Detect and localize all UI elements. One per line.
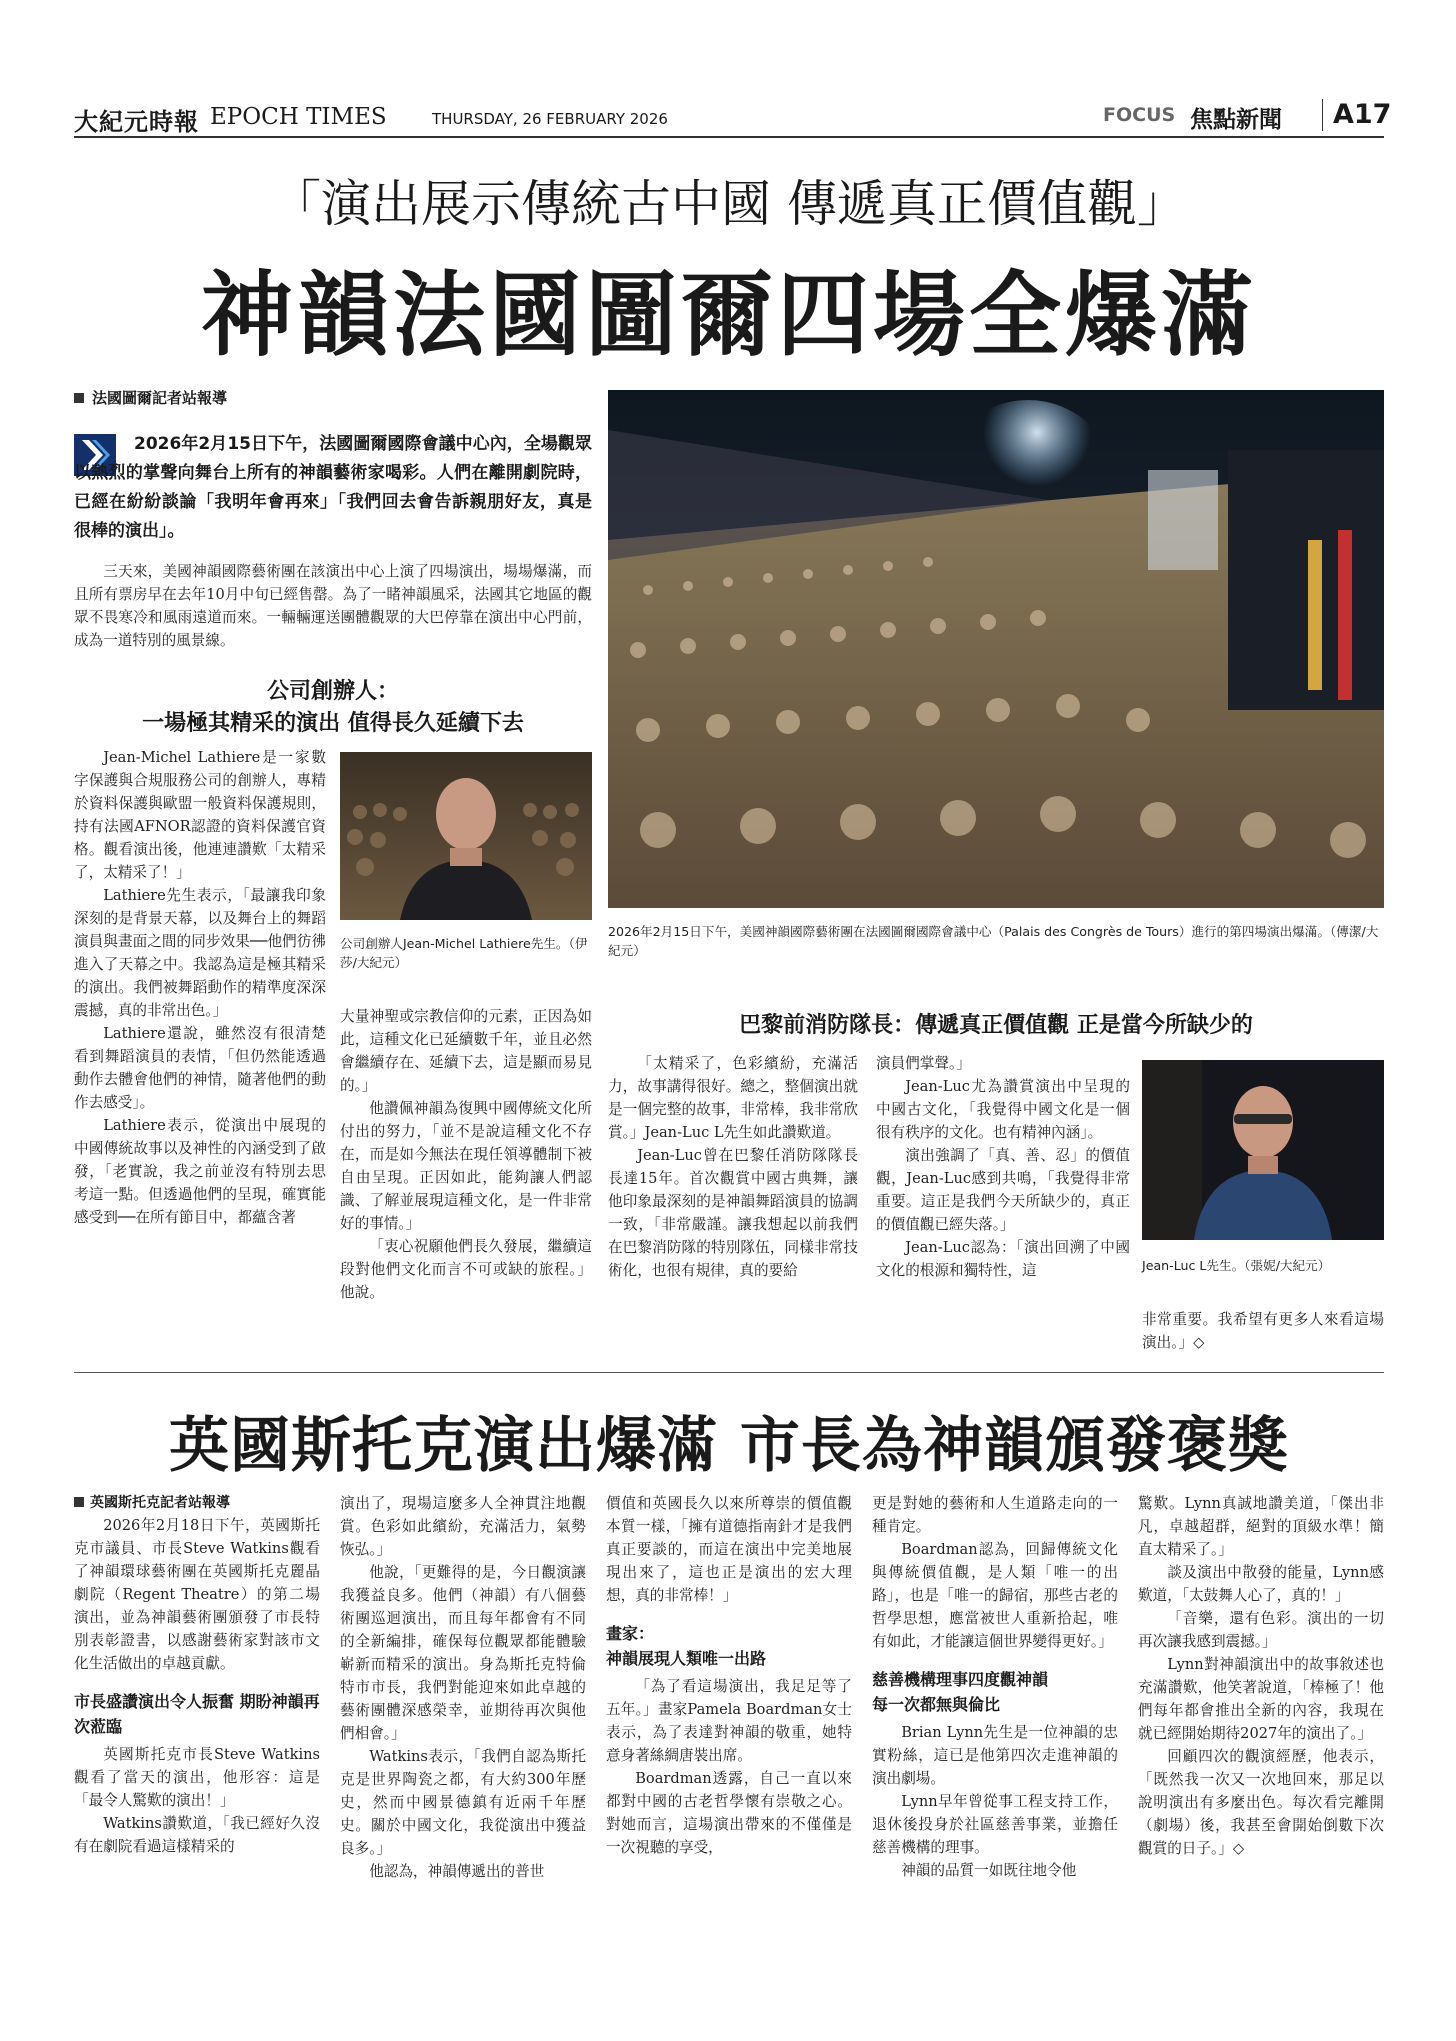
article2-headline: 英國斯托克演出爆滿 市長為神韻頒發褒獎 [169, 1411, 1289, 1481]
c2-para: 他說，「更難得的是，今日觀演讓我獲益良多。他們（神韻）有八個藝術團巡迴演出，而且每年都會有不同的全新編排，確保每位觀眾都能體驗嶄新而精采的演出。身為斯托克特倫特市市長，我們對能迎來如此卓越的藝術團體深感榮幸，並期待再次與他們相會。」 [340, 1564, 586, 1742]
c2-para: 他認為，神韻傳遞出的普世 [369, 1863, 545, 1880]
masthead-epoch: EPOCH TIMES [210, 104, 387, 130]
byline-square-icon [74, 393, 84, 403]
article2-subhead-painter [606, 1621, 852, 1671]
article1-headline: 神韻法國圖爾四場全爆滿 [200, 262, 1257, 369]
article1-lead: 2026年2月15日下午，法國圖爾國際會議中心內，全場觀眾以熱烈的掌聲向舞台上所有的神韻藝術家喝彩。人們在離開劇院時，已經在紛紛談論「我明年會再來」「我們回去會告訴親朋好友，真是很棒的演出」。 [74, 434, 592, 541]
col3-para: Jean-Luc曾在巴黎任消防隊隊長長達15年。首次觀賞中國古典舞，讓他印象最深刻的是神韻舞蹈演員的協調一致，「非常嚴謹。讓我想起以前我們在巴黎消防隊的特別隊伍，同樣非常技術化，也很有規律，真的要給 [608, 1147, 858, 1279]
col4-para: 演員們掌聲。」 [876, 1055, 971, 1072]
main-photo-audience [608, 390, 1384, 908]
article2-col1 [74, 1492, 320, 1858]
photo-jeanluc-caption: Jean-Luc L先生。（張妮/大紀元） [1142, 1258, 1331, 1273]
article1-col4 [876, 1052, 1130, 1282]
article2-col4 [872, 1492, 1118, 1882]
subhead-painter-line2: 神韻展現人類唯一出路 [606, 1649, 767, 1668]
col1-para: Lathiere表示，從演出中展現的中國傳統故事以及神性的內涵受到了啟發，「老實說，我之前並沒有特別去思考這一點。但透過他們的呈現，確實能感受到──在所有節目中，都蘊含著 [74, 1117, 326, 1226]
article1-col3 [608, 1052, 858, 1282]
col5-para: 非常重要。我希望有更多人來看這場演出。」◇ [1142, 1311, 1384, 1351]
article1-intro: 三天來，美國神韻國際藝術團在該演出中心上演了四場演出，場場爆滿，而且所有票房早在去年10月中旬已經售罄。為了一睹神韻風采，法國其它地區的觀眾不畏寒冷和風雨遠道而來。一輛輛運送團體觀眾的大巴停靠在演出中心門前，成為一道特別的風景線。 [74, 563, 592, 649]
subhead-founder-line2: 一場極其精采的演出 值得長久延續下去 [142, 711, 524, 736]
c4-para: Boardman認為，回歸傳統文化與傳統價值觀，是人類「唯一的出路」，也是「唯一的歸宿，那些古老的哲學思想，應當被世人重新拾起，唯有如此，才能讓這個世界變得更好。」 [872, 1541, 1118, 1650]
c4-para: Brian Lynn先生是一位神韻的忠實粉絲，這已是他第四次走進神韻的演出劇場。 [872, 1724, 1118, 1787]
c1-para: 英國斯托克市長Steve Watkins觀看了當天的演出，他形容：這是「最令人驚歎的演出！」 [74, 1746, 320, 1809]
subhead-painter-line1: 畫家： [606, 1624, 655, 1643]
c3-para: 價值和英國長久以來所尊崇的價值觀本質一樣，「擁有道德指南針才是我們真正要談的，而這在演出中完美地展現出來了，這也正是演出的宏大理想，真的非常棒！」 [606, 1495, 852, 1604]
masthead-date: THURSDAY, 26 FEBRUARY 2026 [432, 110, 668, 128]
c5-para: 驚歎。Lynn真誠地讚美道，「傑出非凡，卓越超群，絕對的頂級水準！簡直太精采了。」 [1138, 1495, 1384, 1558]
masthead-focus: FOCUS [1103, 104, 1176, 126]
subhead-founder-line1: 公司創辦人： [266, 679, 399, 704]
c5-para: 回顧四次的觀演經歷，他表示，「既然我一次又一次地回來，那足以說明演出有多麼出色。每次看完離開（劇場）後，我甚至會開始倒數下次觀賞的日子。」◇ [1138, 1748, 1384, 1857]
photo-lathiere-caption: 公司創辦人Jean-Michel Lathiere先生。（伊莎/大紀元） [340, 936, 588, 970]
col4-para: Jean-Luc尤為讚賞演出中呈現的中國古文化，「我覺得中國文化是一個很有秩序的文化。也有精神內涵」。 [876, 1078, 1130, 1141]
photo-lathiere [340, 752, 592, 920]
col4-para: Jean-Luc認為：「演出回溯了中國文化的根源和獨特性，這 [876, 1239, 1130, 1279]
c2-para: Watkins表示，「我們自認為斯托克是世界陶瓷之都，有大約300年歷史，然而中國景德鎮有近兩千年歷史。關於中國文化，我從演出中獲益良多。」 [340, 1748, 586, 1857]
byline-text: 英國斯托克記者站報導 [90, 1495, 230, 1511]
article2-byline [74, 1492, 320, 1512]
byline-text: 法國圖爾記者站報導 [92, 389, 228, 407]
page-number: A17 [1333, 99, 1392, 130]
article2-col2 [340, 1492, 586, 1883]
c1-para: 2026年2月18日下午，英國斯托克市議員、市長Steve Watkins觀看了神韻環球藝術團在英國斯托克麗晶劇院（Regent Theatre）的第二場演出，並為神韻藝術團頒發了市長特別表彰證書，以感謝藝術家對該市文化生活做出的卓越貢獻。 [74, 1517, 320, 1672]
photo-jeanluc [1142, 1060, 1384, 1240]
main-photo-caption: 2026年2月15日下午，美國神韻國際藝術團在法國圖爾國際會議中心（Palais des Congrès de Tours）進行的第四場演出爆滿。（傳潔/大紀元） [608, 924, 1379, 958]
article1-col5 [1142, 1308, 1384, 1354]
masthead-section: 焦點新聞 [1190, 107, 1282, 133]
c4-para: 更是對她的藝術和人生道路走向的一種肯定。 [872, 1495, 1118, 1535]
article2-col5 [1138, 1492, 1384, 1860]
col1-para: Lathiere先生表示，「最讓我印象深刻的是背景天幕，以及舞台上的舞蹈演員與畫面之間的同步效果──他們彷彿進入了天幕之中。我認為這是極其精采的演出。我們被舞蹈動作的精準度深深震撼，真的非常出色。」 [74, 887, 326, 1019]
masthead-rule [74, 136, 1384, 138]
col2-para: 他讚佩神韻為復興中國傳統文化所付出的努力，「並不是說這種文化不存在，而是如今無法在現任領導體制下被自由呈現。正因如此，能夠讓人們認識、了解並展現這種文化，是一件非常好的事情。」 [340, 1100, 592, 1232]
c4-para: 神韻的品質一如既往地令他 [901, 1862, 1077, 1879]
article1-col2 [340, 1005, 592, 1304]
subhead-founder [74, 676, 592, 740]
c1-para: Watkins讚歎道，「我已經好久沒有在劇院看過這樣精采的 [74, 1815, 320, 1855]
col1-para: Lathiere還說，雖然沒有很清楚看到舞蹈演員的表情，「但仍然能透過動作去體會他們的神情，隨著他們的動作去感受」。 [74, 1025, 326, 1111]
article1-col1 [74, 746, 326, 1229]
c5-para: 「音樂，還有色彩。演出的一切再次讓我感到震撼。」 [1138, 1610, 1384, 1650]
c5-para: Lynn對神韻演出中的故事敘述也充滿讚歎，他笑著說道，「棒極了！他們每年都會推出全新的內容，我現在就已經開始期待2027年的演出了。」 [1138, 1656, 1384, 1742]
article2-subhead-charity [872, 1667, 1118, 1717]
col2-para: 大量神聖或宗教信仰的元素，正因為如此，這種文化已延續數千年，並且必然會繼續存在、延續下去，這是顯而易見的。」 [340, 1008, 592, 1094]
masthead-divider [1322, 99, 1323, 131]
c2-para: 演出了，現場這麼多人全神貫注地觀賞。色彩如此繽紛，充滿活力，氣勢恢弘。」 [340, 1495, 586, 1558]
subhead-firechief: 巴黎前消防隊長：傳遞真正價值觀 正是當今所缺少的 [739, 1013, 1253, 1038]
col3-para: 「太精采了，色彩繽紛，充滿活力，故事講得很好。總之，整個演出就是一個完整的故事，非常棒，我非常欣賞。」Jean-Luc L先生如此讚歎道。 [608, 1055, 858, 1141]
col2-para: 「衷心祝願他們長久發展，繼續這段對他們文化而言不可或缺的旅程。」他說。 [340, 1238, 592, 1301]
article2-subhead-mayor: 市長盛讚演出令人振奮 期盼神韻再次蒞臨 [74, 1692, 320, 1736]
article2-col3 [606, 1492, 852, 1859]
c3-para: 「為了看這場演出，我足足等了五年。」畫家Pamela Boardman女士表示，為了表達對神韻的敬重，她特意身著絲綢唐裝出席。 [606, 1678, 852, 1764]
c3-para: Boardman透露，自己一直以來都對中國的古老哲學懷有崇敬之心。對她而言，這場演出帶來的不僅僅是一次視聽的享受， [606, 1770, 852, 1856]
section-divider [74, 1372, 1384, 1373]
article1-kicker: 「演出展示傳統古中國 傳遞真正價值觀」 [271, 175, 1187, 233]
masthead-logo: 大紀元時報 [74, 107, 199, 136]
col4-para: 演出強調了「真、善、忍」的價值觀，Jean-Luc感到共鳴，「我覺得非常重要。這正是我們今天所缺少的，真正的價值觀已經失落。」 [876, 1147, 1130, 1233]
col1-para: Jean-Michel Lathiere是一家數字保護與合規服務公司的創辦人，專精於資料保護與歐盟一般資料保護規則，持有法國AFNOR認證的資料保護官資格。觀看演出後，他連連讚歎「太精采了，太精采了！」 [74, 749, 326, 881]
byline-square-icon [74, 1497, 84, 1507]
c5-para: 談及演出中散發的能量，Lynn感歎道，「太鼓舞人心了，真的！」 [1138, 1564, 1384, 1604]
subhead-charity-line2: 每一次都無與倫比 [872, 1695, 1001, 1714]
article1-byline [74, 387, 227, 408]
subhead-charity-line1: 慈善機構理事四度觀神韻 [872, 1670, 1049, 1689]
c4-para: Lynn早年曾從事工程支持工作，退休後投身於社區慈善事業，並擔任慈善機構的理事。 [872, 1793, 1118, 1856]
